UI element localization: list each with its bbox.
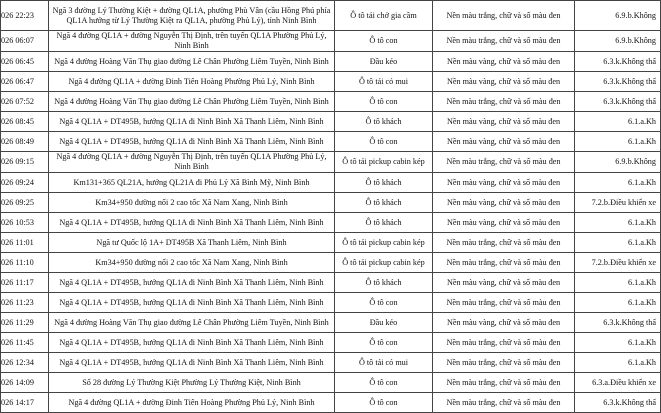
time-cell: 026 14:17 xyxy=(1,393,49,413)
time-cell: 026 09:15 xyxy=(1,152,49,173)
violation-cell: 6.1.a.Kh xyxy=(575,112,661,132)
time-cell: 026 06:07 xyxy=(1,31,49,52)
vehicle-type-cell: Ô tô con xyxy=(335,31,433,52)
vehicle-type-cell: Đầu kéo xyxy=(335,313,433,333)
violation-cell: 6.1.a.Kh xyxy=(575,273,661,293)
location-cell: Ngã 4 QL1A + DT495B, hướng QL1A đi Ninh Bình Xã Thanh Liêm, Ninh Bình xyxy=(49,293,335,313)
plate-color-cell: Nền màu trắng, chữ và số màu đen xyxy=(433,333,575,353)
vehicle-type-cell: Ô tô khách xyxy=(335,193,433,213)
vehicle-type-cell: Ô tô tải có mui xyxy=(335,353,433,373)
violation-cell: 6.1.a.Kh xyxy=(575,173,661,193)
vehicle-type-cell: Ô tô con xyxy=(335,373,433,393)
plate-color-cell: Nền màu vàng, chữ và số màu đen xyxy=(433,52,575,72)
time-cell: 026 11:23 xyxy=(1,293,49,313)
vehicle-type-cell: Ô tô tải pickup cabin kép xyxy=(335,253,433,273)
table-row xyxy=(1,273,661,293)
table-row xyxy=(1,173,661,193)
location-cell: Km34+950 đường nối 2 cao tốc Xã Nam Xang, Ninh Bình xyxy=(49,253,335,273)
plate-color-cell: Nền màu vàng, chữ và số màu đen xyxy=(433,213,575,233)
time-cell: 026 06:47 xyxy=(1,72,49,92)
time-cell: 026 09:25 xyxy=(1,193,49,213)
location-cell: Số 28 đường Lý Thường Kiệt Phường Lý Thường Kiệt, Ninh Bình xyxy=(49,373,335,393)
time-cell: 026 11:17 xyxy=(1,273,49,293)
table-row xyxy=(1,52,661,72)
time-cell: 026 08:49 xyxy=(1,132,49,152)
table-row xyxy=(1,293,661,313)
vehicle-type-cell: Ô tô khách xyxy=(335,173,433,193)
violation-cell: 6.3.a.Điều khiển xe xyxy=(575,373,661,393)
location-cell: Ngã 4 đường Hoàng Văn Thụ giao đường Lê Chân Phường Liêm Tuyền, Ninh Bình xyxy=(49,52,335,72)
time-cell: 026 07:52 xyxy=(1,92,49,112)
violation-cell: 7.2.b.Điều khiển xe xyxy=(575,253,661,273)
vehicle-type-cell: Ô tô khách xyxy=(335,112,433,132)
time-cell: 026 11:29 xyxy=(1,313,49,333)
plate-color-cell: Nền màu trắng, chữ và số màu đen xyxy=(433,373,575,393)
table-row xyxy=(1,112,661,132)
violation-cell: 6.3.k.Không thấ xyxy=(575,313,661,333)
vehicle-type-cell: Ô tô con xyxy=(335,333,433,353)
plate-color-cell: Nền màu trắng, chữ và số màu đen xyxy=(433,1,575,31)
violation-cell: 7.2.b.Điều khiển xe xyxy=(575,193,661,213)
plate-color-cell: Nền màu vàng, chữ và số màu đen xyxy=(433,112,575,132)
location-cell: Ngã 4 đường Hoàng Văn Thụ giao đường Lê Chân Phường Liêm Tuyền, Ninh Bình xyxy=(49,92,335,112)
vehicle-type-cell: Ô tô tải pickup cabin kép xyxy=(335,233,433,253)
table-row xyxy=(1,333,661,353)
table-row xyxy=(1,373,661,393)
violations-table-body xyxy=(1,1,661,413)
table-row xyxy=(1,193,661,213)
plate-color-cell: Nền màu vàng, chữ và số màu đen xyxy=(433,313,575,333)
plate-color-cell: Nền màu vàng, chữ và số màu đen xyxy=(433,132,575,152)
time-cell: 026 10:53 xyxy=(1,213,49,233)
time-cell: 026 22:23 xyxy=(1,1,49,31)
vehicle-type-cell: Ô tô con xyxy=(335,132,433,152)
violation-cell: 6.1.a.Kh xyxy=(575,353,661,373)
location-cell: Ngã tư Quốc lộ 1A+ DT495B Xã Thanh Liêm, Ninh Bình xyxy=(49,233,335,253)
violation-cell: 6.1.a.Kh xyxy=(575,333,661,353)
location-cell: Ngã 4 QL1A + DT495B, hướng QL1A đi Ninh Bình Xã Thanh Liêm, Ninh Bình xyxy=(49,333,335,353)
plate-color-cell: Nền màu trắng, chữ và số màu đen xyxy=(433,253,575,273)
violation-cell: 6.9.b.Không xyxy=(575,31,661,52)
location-cell: Km34+950 đường nối 2 cao tốc Xã Nam Xang, Ninh Bình xyxy=(49,193,335,213)
violation-cell: 6.1.a.Kh xyxy=(575,293,661,313)
location-cell: Ngã 4 đường QL1A + đường Đinh Tiên Hoàng Phường Phủ Lý, Ninh Bình xyxy=(49,393,335,413)
plate-color-cell: Nền màu trắng, chữ và số màu đen xyxy=(433,293,575,313)
vehicle-type-cell: Ô tô tải chở gia cầm xyxy=(335,1,433,31)
location-cell: Ngã 4 QL1A + DT495B, hướng QL1A đi Ninh Bình Xã Thanh Liêm, Ninh Bình xyxy=(49,353,335,373)
table-row xyxy=(1,313,661,333)
table-row xyxy=(1,393,661,413)
time-cell: 026 12:34 xyxy=(1,353,49,373)
violation-cell: 6.9.b.Không xyxy=(575,152,661,173)
violation-cell: 6.9.b.Không xyxy=(575,1,661,31)
time-cell: 026 09:24 xyxy=(1,173,49,193)
time-cell: 026 08:45 xyxy=(1,112,49,132)
plate-color-cell: Nền màu trắng, chữ và số màu đen xyxy=(433,393,575,413)
plate-color-cell: Nền màu vàng, chữ và số màu đen xyxy=(433,273,575,293)
violation-cell: 6.1.a.Kh xyxy=(575,213,661,233)
vehicle-type-cell: Ô tô con xyxy=(335,92,433,112)
table-row xyxy=(1,213,661,233)
location-cell: Km131+365 QL21A, hướng QL21A đi Phủ Lý Xã Bình Mỹ, Ninh Bình xyxy=(49,173,335,193)
violation-cell: 6.3.k.Không thấ xyxy=(575,92,661,112)
plate-color-cell: Nền màu trắng, chữ và số màu đen xyxy=(433,92,575,112)
table-row xyxy=(1,353,661,373)
vehicle-type-cell: Ô tô con xyxy=(335,293,433,313)
table-row xyxy=(1,1,661,31)
location-cell: Ngã 4 đường QL1A + đường Đinh Tiên Hoàng Phường Phủ Lý, Ninh Bình xyxy=(49,72,335,92)
time-cell: 026 06:45 xyxy=(1,52,49,72)
location-cell: Ngã 4 QL1A + DT495B, hướng QL1A đi Ninh Bình Xã Thanh Liêm, Ninh Bình xyxy=(49,112,335,132)
table-row xyxy=(1,72,661,92)
location-cell: Ngã 4 QL1A + DT495B, hướng QL1A đi Ninh Bình Xã Thanh Liêm, Ninh Bình xyxy=(49,273,335,293)
vehicle-type-cell: Ô tô tải có mui xyxy=(335,72,433,92)
vehicle-type-cell: Đầu kéo xyxy=(335,52,433,72)
location-cell: Ngã 4 đường Hoàng Văn Thụ giao đường Lê Chân Phường Liêm Tuyền, Ninh Bình xyxy=(49,313,335,333)
table-row xyxy=(1,253,661,273)
vehicle-type-cell: Ô tô tải pickup cabin kép xyxy=(335,152,433,173)
table-row xyxy=(1,92,661,112)
violation-cell: 6.1.a.Kh xyxy=(575,233,661,253)
vehicle-type-cell: Ô tô con xyxy=(335,393,433,413)
time-cell: 026 14:09 xyxy=(1,373,49,393)
plate-color-cell: Nền màu trắng, chữ và số màu đen xyxy=(433,353,575,373)
vehicle-type-cell: Ô tô khách xyxy=(335,213,433,233)
location-cell: Ngã 4 QL1A + DT495B, hướng QL1A đi Ninh Bình Xã Thanh Liêm, Ninh Bình xyxy=(49,213,335,233)
time-cell: 026 11:10 xyxy=(1,253,49,273)
time-cell: 026 11:45 xyxy=(1,333,49,353)
table-row xyxy=(1,152,661,173)
location-cell: Ngã 4 đường QL1A + đường Nguyễn Thị Định, trên tuyến QL1A Phường Phủ Lý, Ninh Bình xyxy=(49,152,335,173)
violation-cell: 6.3.k.Không thấ xyxy=(575,393,661,413)
location-cell: Ngã 3 đường Lý Thường Kiệt + đường QL1A, phường Phù Vân (cầu Hồng Phú phía QL1A hướng từ Lý Thường Kiệt ra QL1A, phường Phủ Lý), tỉnh Ninh Bình xyxy=(49,1,335,31)
violation-cell: 6.3.k.Không thấ xyxy=(575,72,661,92)
plate-color-cell: Nền màu trắng, chữ và số màu đen xyxy=(433,233,575,253)
violation-cell: 6.1.a.Kh xyxy=(575,132,661,152)
plate-color-cell: Nền màu vàng, chữ và số màu đen xyxy=(433,193,575,213)
plate-color-cell: Nền màu vàng, chữ và số màu đen xyxy=(433,72,575,92)
location-cell: Ngã 4 QL1A + DT495B, hướng QL1A đi Ninh Bình Xã Thanh Liêm, Ninh Bình xyxy=(49,132,335,152)
plate-color-cell: Nền màu trắng, chữ và số màu đen xyxy=(433,31,575,52)
violation-cell: 6.3.k.Không thấ xyxy=(575,52,661,72)
table-row xyxy=(1,31,661,52)
time-cell: 026 11:01 xyxy=(1,233,49,253)
plate-color-cell: Nền màu vàng, chữ và số màu đen xyxy=(433,173,575,193)
location-cell: Ngã 4 đường QL1A + đường Nguyễn Thị Định, trên tuyến QL1A Phường Phủ Lý, Ninh Bình xyxy=(49,31,335,52)
table-row xyxy=(1,132,661,152)
table-row xyxy=(1,233,661,253)
vehicle-type-cell: Ô tô khách xyxy=(335,273,433,293)
plate-color-cell: Nền màu trắng, chữ và số màu đen xyxy=(433,152,575,173)
